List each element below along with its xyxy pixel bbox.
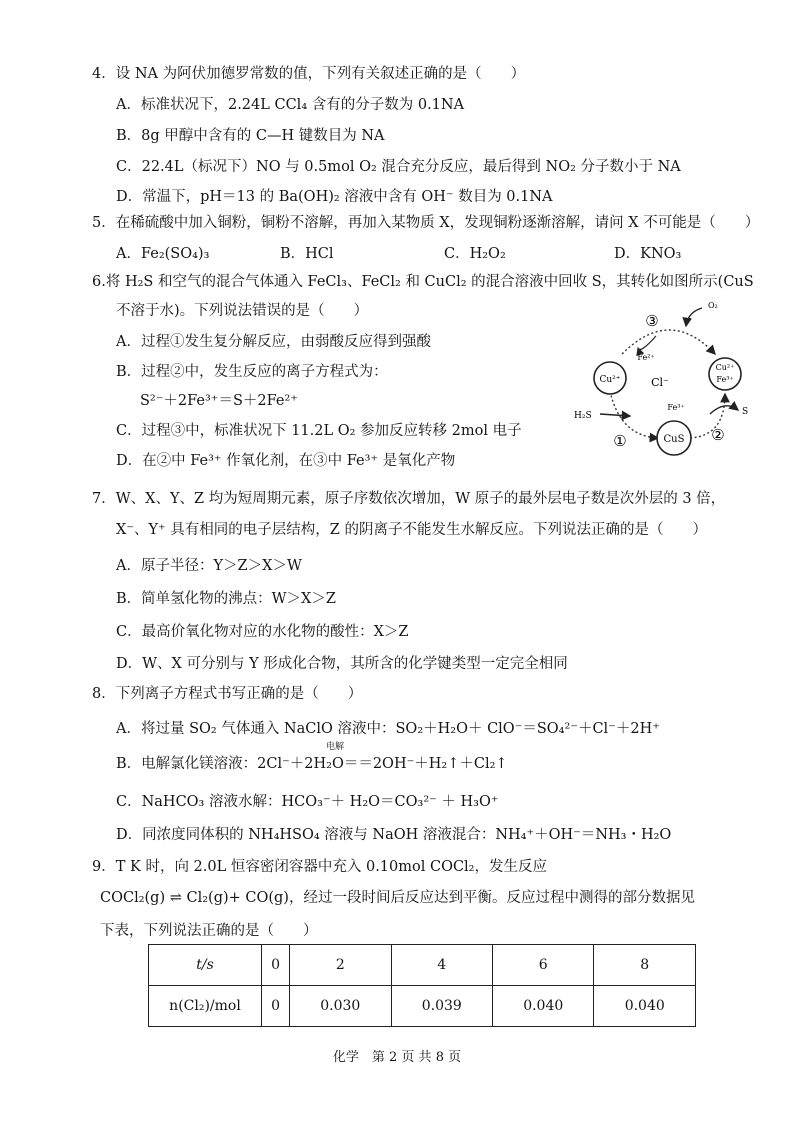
page-footer: 化学 第 2 页 共 8 页: [332, 1050, 462, 1065]
q7-option-a: A．原子半径：Y＞Z＞X＞W: [116, 558, 302, 574]
h2s-arrow: [600, 414, 630, 416]
q7-option-b: B．简单氢化物的沸点：W＞X＞Z: [116, 591, 336, 607]
table-row-label: n(Cl₂)/mol: [149, 986, 262, 1027]
q5-option-a: A．Fe₂(SO₄)₃: [116, 246, 210, 262]
q5-stem: 5．在稀硫酸中加入铜粉，铜粉不溶解，再加入某物质 X，发现铜粉逐渐溶解，请问 X 不可能是（ ）: [92, 215, 760, 231]
q6-option-d: D．在②中 Fe³⁺ 作氧化剂，在③中 Fe³⁺ 是氧化产物: [116, 453, 456, 469]
q8-option-a: A．将过量 SO₂ 气体通入 NaClO 溶液中：SO₂＋H₂O＋ ClO⁻＝SO₄²⁻＋Cl⁻＋2H⁺: [116, 721, 660, 737]
o2-arrow: [686, 308, 702, 326]
step2-label: ②: [711, 426, 725, 444]
table-cell: 0: [262, 986, 290, 1027]
q6-stem-line1: 6.将 H₂S 和空气的混合气体通入 FeCl₃、FeCl₂ 和 CuCl₂ 的混合溶液中回收 S，其转化如图所示(CuS: [92, 274, 754, 290]
q9-stem-line1: 9．T K 时，向 2.0L 恒容密闭容器中充入 0.10mol COCl₂，发生反应: [92, 859, 547, 875]
table-cell: 0.030: [290, 986, 391, 1027]
cycle-diagram: [560, 296, 780, 471]
table-row: [149, 986, 696, 1027]
table-cell: 8: [594, 945, 696, 986]
table-header-label: t/s: [149, 945, 262, 986]
q6-option-b-equation: S²⁻＋2Fe³⁺＝S＋2Fe²⁺: [140, 393, 298, 409]
q6-option-b: B．过程②中，发生反应的离子方程式为：: [116, 364, 388, 380]
cl-label: Cl⁻: [651, 376, 669, 389]
q7-option-d: D．W、X 可分别与 Y 形成化合物，其所含的化学键类型一定完全相同: [116, 656, 568, 672]
q4-option-b: B．8g 甲醇中含有的 C—H 键数目为 NA: [116, 128, 385, 144]
q4-stem: 4．设 NA 为阿伏加德罗常数的值，下列有关叙述正确的是（ ）: [92, 66, 526, 82]
step1-label: ①: [613, 432, 627, 450]
q5-option-b: B．HCl: [280, 246, 334, 262]
q5-option-c: C．H₂O₂: [444, 246, 506, 262]
q7-stem-line1: 7．W、X、Y、Z 均为短周期元素，原子序数依次增加，W 原子的最外层电子数是次外层的 3 倍，: [92, 491, 726, 507]
table-cell: 0.040: [594, 986, 696, 1027]
q6-stem-line2: 不溶于水)。下列说法错误的是（ ）: [116, 303, 369, 319]
table-cell: 4: [391, 945, 492, 986]
data-table: [148, 944, 696, 1027]
cus-label: CuS: [663, 434, 685, 445]
s-label: S: [742, 407, 749, 417]
q5-option-d: D．KNO₃: [614, 246, 682, 262]
o2-label: O₂: [708, 301, 718, 310]
q7-option-c: C．最高价氧化物对应的水化物的酸性：X＞Z: [116, 624, 409, 640]
q8-option-c: C．NaHCO₃ 溶液水解：HCO₃⁻＋ H₂O＝CO₃²⁻ ＋ H₃O⁺: [116, 794, 499, 810]
fe3-mid-label: Fe³⁺: [667, 403, 685, 412]
q4-option-c: C．22.4L（标况下）NO 与 0.5mol O₂ 混合充分反应，最后得到 NO₂ 分子数小于 NA: [116, 159, 681, 175]
q9-stem-line2: COCl₂(g) ⇌ Cl₂(g)+ CO(g)，经过一段时间后反应达到平衡。反应过程中测得的部分数据见: [100, 890, 695, 906]
fe-right-label: Fe³⁺: [716, 375, 734, 384]
q4-option-d: D．常温下，pH＝13 的 Ba(OH)₂ 溶液中含有 OH⁻ 数目为 0.1NA: [116, 189, 553, 205]
table-cell: 2: [290, 945, 391, 986]
fe-arrow: [638, 336, 656, 350]
q8-stem: 8．下列离子方程式书写正确的是（ ）: [92, 686, 363, 702]
table-row: [149, 945, 696, 986]
cu-right-label: Cu²⁺: [715, 363, 735, 372]
q6-option-c: C．过程③中，标准状况下 11.2L O₂ 参加反应转移 2mol 电子: [116, 423, 522, 439]
q4-option-a: A．标准状况下，2.24L CCl₄ 含有的分子数为 0.1NA: [116, 97, 465, 113]
q8-option-d: D．同浓度同体积的 NH₄HSO₄ 溶液与 NaOH 溶液混合：NH₄⁺＋OH⁻＝NH₃・H₂O: [116, 827, 672, 843]
cu-label: Cu²⁺: [599, 375, 621, 385]
q7-stem-line2: X⁻、Y⁺ 具有相同的电子层结构，Z 的阴离子不能发生水解反应。下列说法正确的是（ ）: [116, 522, 707, 538]
h2s-label: H₂S: [574, 411, 592, 421]
table-cell: 6: [493, 945, 594, 986]
q8-option-b: B．电解氯化镁溶液：2Cl⁻＋2H₂O＝＝2OH⁻＋H₂↑＋Cl₂↑: [116, 756, 508, 772]
table-cell: 0.039: [391, 986, 492, 1027]
q8-electrolysis-label: 电解: [326, 742, 345, 752]
fe2-top-label: Fe²⁺: [637, 353, 655, 362]
q9-stem-line3: 下表，下列说法正确的是（ ）: [100, 923, 318, 939]
step3-label: ③: [645, 312, 659, 330]
table-cell: 0.040: [493, 986, 594, 1027]
table-cell: 0: [262, 945, 290, 986]
q6-option-a: A．过程①发生复分解反应，由弱酸反应得到强酸: [116, 334, 431, 350]
arc-top: [622, 330, 715, 354]
